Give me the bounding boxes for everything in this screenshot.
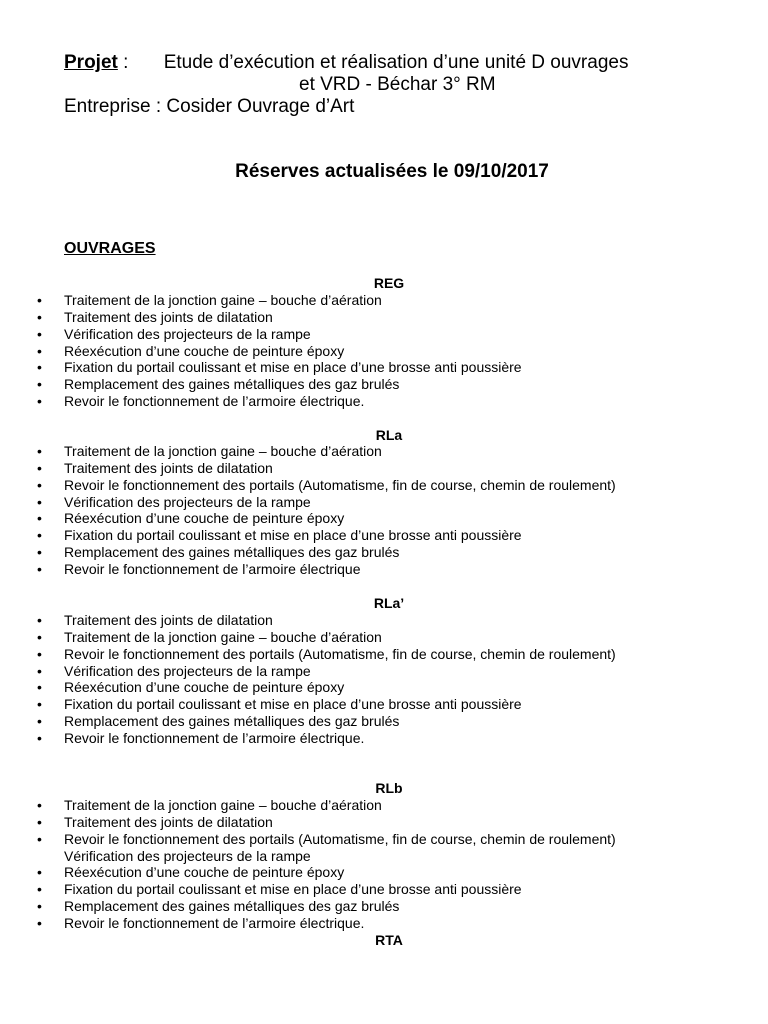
- project-description-line1: Etude d’exécution et réalisation d’une unité D ouvrages: [163, 52, 629, 73]
- bullet: •: [37, 729, 42, 746]
- list-item-text: Vérification des projecteurs de la rampe: [64, 662, 311, 679]
- list-item-text: Vérification des projecteurs de la rampe: [64, 493, 311, 510]
- group-title-rla-prime: RLa’: [373, 595, 405, 611]
- list-item-text: Remplacement des gaines métalliques des gaz brulés: [64, 376, 400, 393]
- list-item-text: Vérification des projecteurs de la rampe: [64, 847, 311, 864]
- bullet: •: [37, 612, 42, 628]
- list-item: [37, 342, 522, 360]
- bullet: •: [37, 645, 42, 662]
- list-item-text: Remplacement des gaines métalliques des gaz brulés: [64, 898, 400, 915]
- bullet: •: [37, 662, 42, 679]
- list-item: [37, 325, 522, 343]
- bullet: •: [37, 308, 42, 325]
- section-heading: OUVRAGES: [64, 240, 156, 257]
- list-item: [37, 813, 616, 831]
- list-item-text: Réexécution d’une couche de peinture époxy: [64, 342, 345, 359]
- list-item-text: Traitement des joints de dilatation: [64, 612, 273, 628]
- list-item: [37, 679, 616, 696]
- list-item-text: Traitement des joints de dilatation: [64, 308, 273, 325]
- bullet: •: [37, 914, 42, 931]
- bullet: •: [37, 881, 42, 898]
- list-item-text: Traitement de la jonction gaine – bouche d’aération: [64, 443, 382, 459]
- group-title-rta: RTA: [375, 932, 403, 948]
- list-item: [37, 914, 616, 932]
- list-item: [37, 308, 522, 326]
- group-title-rlb: RLb: [375, 780, 403, 796]
- list-item: [37, 376, 522, 393]
- bullet: •: [37, 713, 42, 730]
- list-item-text: Traitement de la jonction gaine – bouche d’aération: [64, 292, 382, 308]
- list-item: [37, 393, 522, 410]
- list-item: [37, 898, 616, 915]
- group-title-reg: REG: [373, 275, 405, 291]
- list-item: [37, 797, 616, 814]
- list-item-text: Revoir le fonctionnement de l’armoire électrique.: [64, 914, 365, 931]
- list-item: [37, 645, 616, 663]
- list-item: [37, 292, 522, 309]
- group-title-rla: RLa: [375, 427, 403, 443]
- project-header: [64, 52, 628, 118]
- bullet: •: [37, 292, 42, 308]
- bullet: •: [37, 342, 42, 359]
- project-colon: :: [123, 52, 129, 73]
- list-item-text: Revoir le fonctionnement de l’armoire électrique.: [64, 393, 365, 410]
- list-item: [37, 864, 616, 881]
- group-list-rla: [37, 443, 616, 578]
- list-item: [37, 729, 616, 747]
- bullet: •: [37, 325, 42, 342]
- list-item: [37, 493, 616, 511]
- list-item-text: Traitement de la jonction gaine – bouche d’aération: [64, 628, 382, 645]
- list-item-text: Fixation du portail coulissant et mise en place d’une brosse anti poussière: [64, 696, 522, 713]
- list-item-text: Remplacement des gaines métalliques des gaz brulés: [64, 713, 400, 730]
- list-item: [37, 628, 616, 646]
- list-item: [37, 359, 522, 376]
- list-item-text: Revoir le fonctionnement de l’armoire électrique.: [64, 729, 365, 746]
- bullet: •: [37, 560, 42, 577]
- list-item-text: Réexécution d’une couche de peinture époxy: [64, 510, 345, 527]
- bullet: •: [37, 544, 42, 561]
- list-item-text: Réexécution d’une couche de peinture époxy: [64, 864, 345, 881]
- list-item-text: Revoir le fonctionnement des portails (Automatisme, fin de course, chemin de roulement): [64, 476, 616, 493]
- project-label: Projet: [64, 52, 118, 73]
- bullet: •: [37, 493, 42, 510]
- bullet: •: [37, 813, 42, 830]
- list-item: [37, 527, 616, 544]
- list-item: [37, 696, 616, 713]
- list-item: [37, 510, 616, 527]
- list-item: [37, 713, 616, 730]
- list-item-text: Fixation du portail coulissant et mise en place d’une brosse anti poussière: [64, 527, 522, 544]
- list-item-text: Réexécution d’une couche de peinture époxy: [64, 679, 345, 696]
- bullet: •: [37, 510, 42, 527]
- bullet: •: [37, 459, 42, 476]
- company-line: Entreprise : Cosider Ouvrage d’Art: [64, 96, 355, 117]
- group-list-rla-prime: [37, 612, 616, 747]
- list-item: [37, 459, 616, 477]
- bullet: •: [37, 679, 42, 696]
- project-line: [64, 52, 628, 74]
- list-item: [37, 443, 616, 460]
- group-list-reg: [37, 292, 522, 410]
- bullet: •: [37, 443, 42, 459]
- bullet: •: [37, 393, 42, 410]
- bullet: •: [37, 527, 42, 544]
- list-item-text: Revoir le fonctionnement de l’armoire électrique: [64, 560, 361, 577]
- list-item-text: Traitement des joints de dilatation: [64, 459, 273, 476]
- list-item: [37, 476, 616, 494]
- list-item-text: Traitement de la jonction gaine – bouche d’aération: [64, 797, 382, 813]
- list-item: [37, 662, 616, 680]
- list-item-text: Remplacement des gaines métalliques des gaz brulés: [64, 544, 400, 561]
- bullet: •: [37, 830, 42, 847]
- bullet: •: [37, 864, 42, 881]
- bullet: •: [37, 359, 42, 376]
- list-item: [37, 830, 616, 848]
- list-item: [64, 848, 616, 865]
- list-item-text: Fixation du portail coulissant et mise en place d’une brosse anti poussière: [64, 359, 522, 376]
- bullet: •: [37, 797, 42, 813]
- group-list-rlb: [37, 797, 616, 932]
- bullet: •: [37, 476, 42, 493]
- bullet: •: [37, 696, 42, 713]
- bullet: •: [37, 628, 42, 645]
- list-item: [37, 560, 616, 578]
- list-item: [37, 612, 616, 629]
- list-item: [37, 881, 616, 898]
- document-title: Réserves actualisées le 09/10/2017: [235, 161, 549, 182]
- list-item-text: Revoir le fonctionnement des portails (Automatisme, fin de course, chemin de roulement): [64, 830, 616, 847]
- project-description-line2: et VRD - Béchar 3° RM: [299, 74, 496, 95]
- bullet: •: [37, 898, 42, 915]
- list-item-text: Revoir le fonctionnement des portails (Automatisme, fin de course, chemin de roulement): [64, 645, 616, 662]
- list-item-text: Fixation du portail coulissant et mise en place d’une brosse anti poussière: [64, 881, 522, 898]
- bullet: •: [37, 376, 42, 393]
- list-item: [37, 544, 616, 561]
- list-item-text: Vérification des projecteurs de la rampe: [64, 325, 311, 342]
- list-item-text: Traitement des joints de dilatation: [64, 813, 273, 830]
